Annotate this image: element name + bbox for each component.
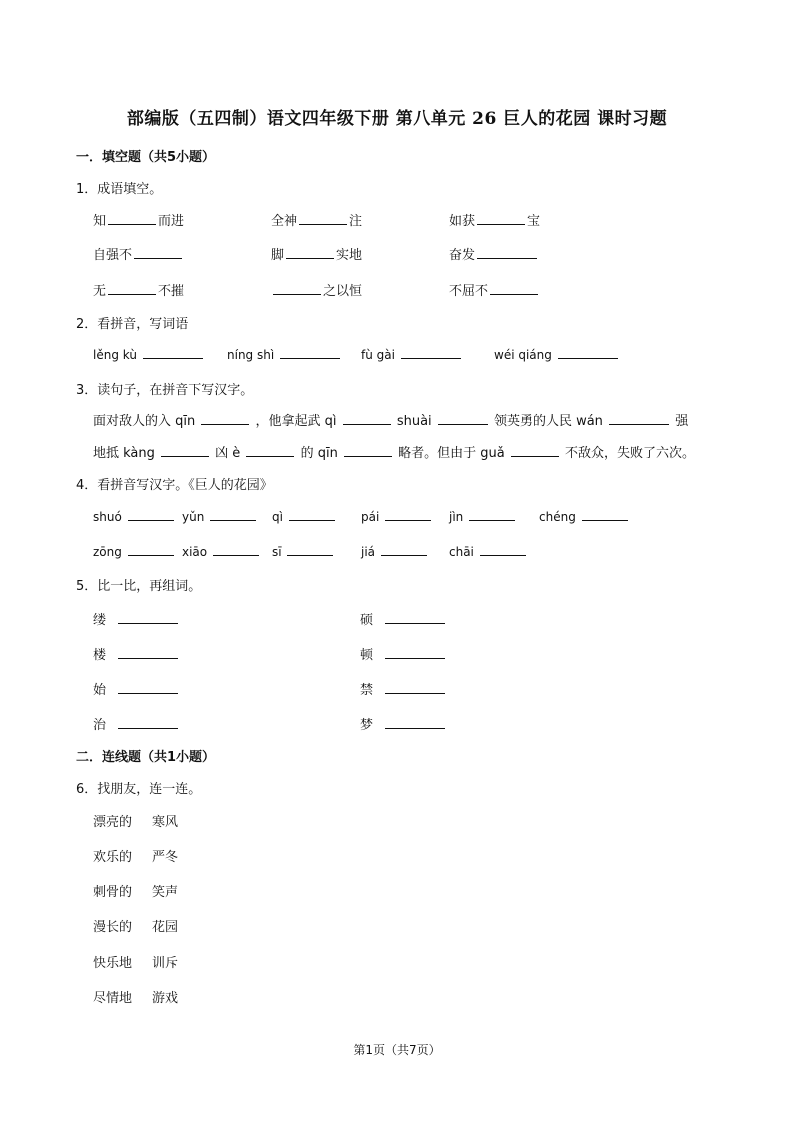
q6-right-2[interactable]: 严冬 — [152, 850, 179, 865]
q5-right-3 — [360, 679, 447, 698]
q1-text: 无 — [93, 284, 107, 299]
q5-left-1 — [93, 609, 180, 628]
q5-char: 楼 — [93, 648, 107, 663]
q5-char: 缕 — [93, 613, 107, 628]
blank[interactable] — [161, 444, 209, 457]
blank[interactable] — [477, 246, 537, 259]
blank[interactable] — [299, 212, 347, 225]
q3-text: shuài — [396, 414, 432, 429]
blank[interactable] — [381, 543, 427, 556]
blank[interactable] — [246, 444, 294, 457]
q4-item — [272, 508, 337, 524]
q1-text: 实地 — [336, 248, 363, 263]
pinyin: chāi — [449, 545, 474, 559]
q4-item — [182, 508, 258, 524]
blank[interactable] — [385, 508, 431, 521]
q3-text: 凶 è — [215, 446, 241, 461]
q6-right-1[interactable]: 寒风 — [152, 815, 179, 830]
pinyin: fù gài — [361, 348, 395, 362]
q3-text: 略者。但由于 guǎ — [398, 446, 505, 461]
q6-left-3[interactable]: 刺骨的 — [93, 885, 133, 900]
q5-char: 治 — [93, 718, 107, 733]
q1-text: 而进 — [158, 214, 185, 229]
pinyin: pái — [361, 510, 380, 524]
question-5-prompt: 5．比一比，再组词。 — [76, 579, 202, 594]
blank[interactable] — [385, 611, 445, 624]
question-3-prompt: 3．读句子，在拼音下写汉字。 — [76, 383, 254, 398]
q6-right-6[interactable]: 游戏 — [152, 991, 179, 1006]
q5-right-1 — [360, 609, 447, 628]
q5-right-2 — [360, 644, 447, 663]
q1-item-3 — [449, 210, 540, 229]
q4-item — [539, 508, 630, 524]
pinyin: qì — [272, 510, 283, 524]
blank[interactable] — [286, 246, 334, 259]
q1-text: 知 — [93, 214, 107, 229]
pinyin: wéi qiáng — [494, 348, 552, 362]
blank[interactable] — [108, 212, 156, 225]
question-1-prompt: 1．成语填空。 — [76, 182, 163, 197]
section-matching: 二．连线题（共1小题） — [76, 750, 216, 765]
q1-text: 全神 — [271, 214, 298, 229]
q6-left-2[interactable]: 欢乐的 — [93, 850, 133, 865]
blank[interactable] — [128, 508, 174, 521]
blank[interactable] — [118, 611, 178, 624]
q3-text: 地抵 kàng — [93, 446, 155, 461]
q1-text: 不摧 — [158, 284, 185, 299]
q6-right-3[interactable]: 笑声 — [152, 885, 179, 900]
q1-item-7 — [93, 280, 184, 299]
blank[interactable] — [582, 508, 628, 521]
blank[interactable] — [343, 412, 391, 425]
q5-left-2 — [93, 644, 180, 663]
blank[interactable] — [143, 346, 203, 359]
blank[interactable] — [511, 444, 559, 457]
q2-item-4 — [494, 346, 620, 362]
blank[interactable] — [213, 543, 259, 556]
q5-char: 顿 — [360, 648, 374, 663]
page-title: 部编版（五四制）语文四年级下册 第八单元 26 巨人的花园 课时习题 — [126, 109, 668, 129]
pinyin: chéng — [539, 510, 576, 524]
pinyin: sī — [272, 545, 282, 559]
q6-right-4[interactable]: 花园 — [152, 920, 179, 935]
blank[interactable] — [480, 543, 526, 556]
q5-char: 硕 — [360, 613, 374, 628]
q3-text: ，他拿起武 qì — [255, 414, 337, 429]
page-footer: 第1页（共7页） — [353, 1043, 441, 1057]
pinyin: jìn — [449, 510, 464, 524]
q3-text: 不敌众，失败了六次。 — [565, 446, 696, 461]
q5-char: 禁 — [360, 683, 374, 698]
q5-char: 梦 — [360, 718, 374, 733]
q6-left-5[interactable]: 快乐地 — [93, 956, 133, 971]
blank[interactable] — [401, 346, 461, 359]
q4-item — [361, 508, 433, 524]
blank[interactable] — [438, 412, 488, 425]
q3-text: 的 qīn — [300, 446, 338, 461]
q5-left-3 — [93, 679, 180, 698]
blank[interactable] — [108, 282, 156, 295]
blank[interactable] — [287, 543, 333, 556]
pinyin: shuó — [93, 510, 122, 524]
q1-text: 奋发 — [449, 248, 476, 263]
q5-left-4 — [93, 714, 180, 733]
q6-left-4[interactable]: 漫长的 — [93, 920, 133, 935]
q5-char: 始 — [93, 683, 107, 698]
q4-item — [449, 508, 517, 524]
blank[interactable] — [385, 681, 445, 694]
q1-text: 注 — [349, 214, 363, 229]
q6-left-1[interactable]: 漂亮的 — [93, 815, 133, 830]
q4-item — [272, 543, 335, 559]
q3-line-1 — [93, 410, 688, 429]
blank[interactable] — [280, 346, 340, 359]
pinyin: zōng — [93, 545, 122, 559]
blank[interactable] — [118, 716, 178, 729]
q4-item — [93, 543, 176, 559]
q6-right-5[interactable]: 训斥 — [152, 956, 179, 971]
q6-left-6[interactable]: 尽情地 — [93, 991, 133, 1006]
section-fill-blank: 一．填空题（共5小题） — [76, 150, 216, 165]
blank[interactable] — [385, 646, 445, 659]
q4-item — [93, 508, 176, 524]
q1-item-5 — [271, 244, 362, 263]
blank[interactable] — [558, 346, 618, 359]
blank[interactable] — [477, 212, 525, 225]
q1-text: 如获 — [449, 214, 476, 229]
q1-text: 自强不 — [93, 248, 133, 263]
pinyin: lěng kù — [93, 348, 137, 362]
q3-text: 强 — [675, 414, 689, 429]
q1-item-9 — [449, 280, 540, 299]
q1-text: 不屈不 — [449, 284, 489, 299]
q3-text: 领英勇的人民 wán — [493, 414, 603, 429]
blank[interactable] — [609, 412, 669, 425]
blank[interactable] — [344, 444, 392, 457]
blank[interactable] — [201, 412, 249, 425]
q3-text: 面对敌人的入 qīn — [93, 414, 196, 429]
blank[interactable] — [118, 646, 178, 659]
q3-line-2 — [93, 442, 695, 461]
q2-item-2 — [227, 346, 342, 362]
q1-item-1 — [93, 210, 184, 229]
q1-item-4 — [93, 244, 184, 263]
blank[interactable] — [128, 543, 174, 556]
blank[interactable] — [289, 508, 335, 521]
question-4-prompt: 4．看拼音写汉字。《巨人的花园》 — [76, 478, 273, 493]
pinyin: xiāo — [182, 545, 208, 559]
blank[interactable] — [273, 282, 321, 295]
q2-item-3 — [361, 346, 463, 362]
pinyin: jiá — [361, 545, 376, 559]
blank[interactable] — [469, 508, 515, 521]
pinyin: yǔn — [182, 510, 205, 524]
q2-item-1 — [93, 346, 205, 362]
blank[interactable] — [490, 282, 538, 295]
q1-text: 脚 — [271, 248, 285, 263]
q4-item — [361, 543, 429, 559]
pinyin: níng shì — [227, 348, 275, 362]
blank[interactable] — [118, 681, 178, 694]
q1-text: 宝 — [527, 214, 541, 229]
question-2-prompt: 2．看拼音，写词语 — [76, 317, 189, 332]
blank[interactable] — [134, 246, 182, 259]
q4-item — [182, 543, 261, 559]
q1-item-6 — [449, 244, 539, 263]
q4-item — [449, 543, 528, 559]
blank[interactable] — [385, 716, 445, 729]
question-6-prompt: 6．找朋友，连一连。 — [76, 782, 202, 797]
q1-text: 之以恒 — [323, 284, 363, 299]
q5-right-4 — [360, 714, 447, 733]
q1-item-2 — [271, 210, 362, 229]
q1-item-8 — [271, 280, 362, 299]
blank[interactable] — [210, 508, 256, 521]
